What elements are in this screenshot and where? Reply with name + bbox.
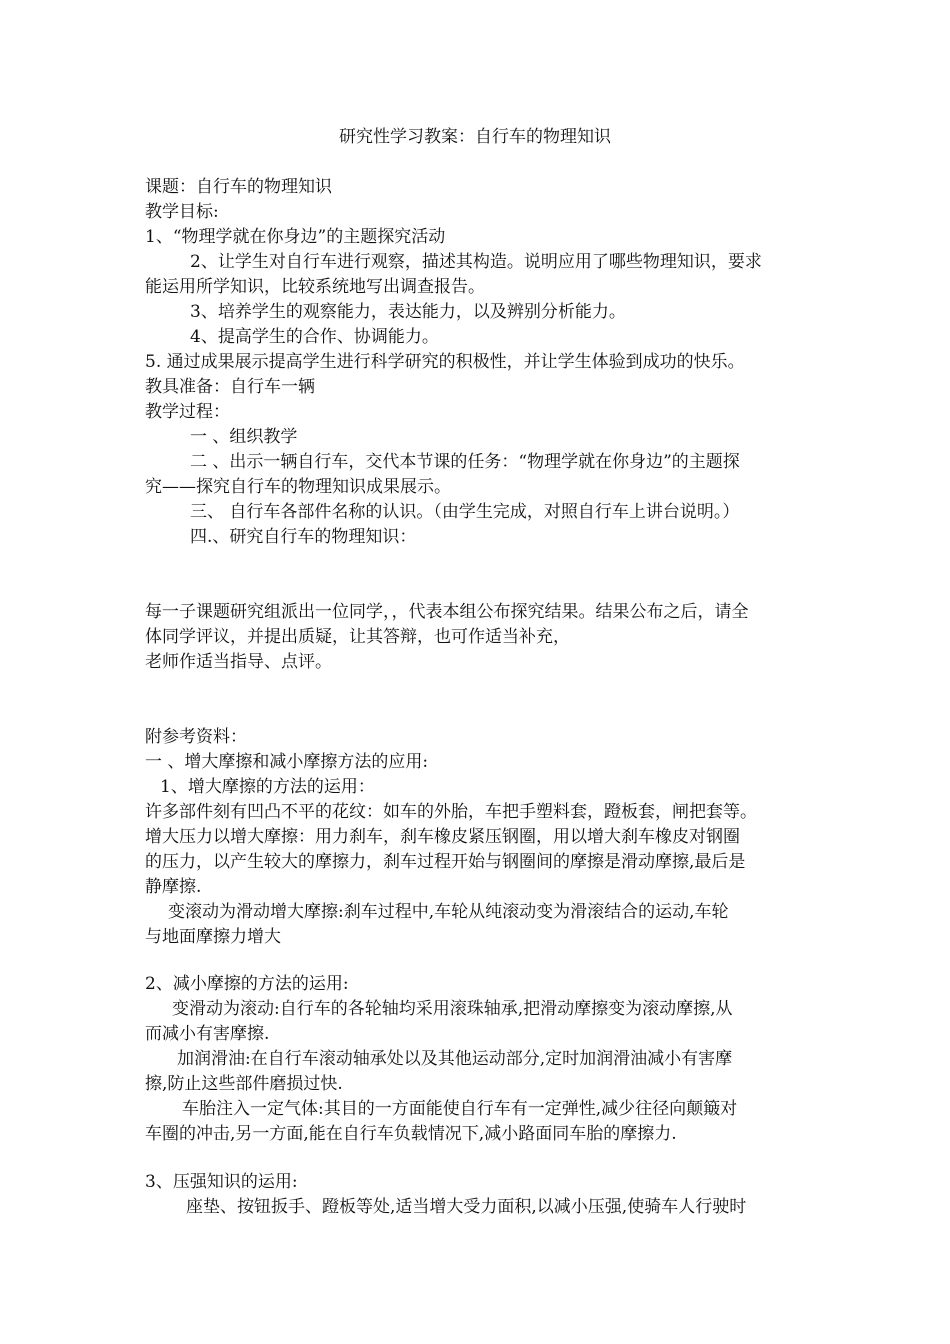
process-step-2-line-2: 究——探究自行车的物理知识成果展示。 — [145, 477, 451, 497]
topic-line: 课题：自行车的物理知识 — [145, 177, 332, 197]
goal-5: 5. 通过成果展示提高学生进行科学研究的积极性，并让学生体验到成功的快乐。 — [145, 352, 745, 372]
group-report-line-2: 体同学评议，并提出质疑，让其答辩，也可作适当补充， — [145, 627, 570, 647]
increase-friction-text-3: 的压力，以产生较大的摩擦力，刹车过程开始与钢圈间的摩擦是滑动摩擦,最后是 — [145, 852, 746, 872]
reduce-friction-text-5: 车胎注入一定气体:其目的一方面能使自行车有一定弹性,减少往径向颠簸对 — [182, 1099, 738, 1119]
reduce-friction-text-3: 加润滑油:在自行车滚动轴承处以及其他运动部分,定时加润滑油减小有害摩 — [177, 1049, 733, 1069]
process-step-2-line-1: 二 、出示一辆自行车，交代本节课的任务：“物理学就在你身边”的主题探 — [190, 452, 740, 472]
friction-section-heading: 一 、增大摩擦和减小摩擦方法的应用: — [145, 752, 429, 772]
reduce-friction-text-4: 擦,防止这些部件磨损过快. — [145, 1074, 343, 1094]
reduce-friction-text-6: 车圈的冲击,另一方面,能在自行车负载情况下,减小路面同车胎的摩擦力. — [145, 1124, 677, 1144]
reduce-friction-text-1: 变滑动为滚动:自行车的各轮轴均采用滚珠轴承,把滑动摩擦变为滚动摩擦,从 — [172, 999, 733, 1019]
goal-3: 3、培养学生的观察能力，表达能力，以及辨别分析能力。 — [190, 302, 626, 322]
process-step-4: 四.、研究自行车的物理知识： — [190, 527, 417, 547]
increase-friction-text-4: 静摩擦. — [145, 877, 202, 897]
references-heading: 附参考资料： — [145, 727, 247, 747]
goal-2-line-2: 能运用所学知识，比较系统地写出调查报告。 — [145, 277, 485, 297]
reduce-friction-text-2: 而减小有害摩擦. — [145, 1024, 270, 1044]
goal-4: 4、提高学生的合作、协调能力。 — [190, 327, 439, 347]
teacher-comment-line: 老师作适当指导、点评。 — [145, 652, 332, 672]
goals-heading: 教学目标: — [145, 202, 219, 222]
pressure-text-1: 座垫、按钮扳手、蹬板等处,适当增大受力面积,以减小压强,使骑车人行驶时 — [186, 1197, 747, 1217]
increase-friction-text-6: 与地面摩擦力增大 — [145, 927, 281, 947]
increase-friction-heading: 1、增大摩擦的方法的运用： — [160, 777, 375, 797]
increase-friction-text-5: 变滚动为滑动增大摩擦:刹车过程中,车轮从纯滚动变为滑滚结合的运动,车轮 — [168, 902, 729, 922]
reduce-friction-heading: 2、减小摩擦的方法的运用: — [145, 974, 349, 994]
goal-2-line-1: 2、让学生对自行车进行观察，描述其构造。说明应用了哪些物理知识，要求 — [190, 252, 762, 272]
increase-friction-text-1: 许多部件刻有凹凸不平的花纹：如车的外胎，车把手塑料套，蹬板套，闸把套等。 — [145, 802, 757, 822]
process-step-3: 三、 自行车各部件名称的认识。（由学生完成，对照自行车上讲台说明。） — [190, 502, 740, 522]
group-report-line-1: 每一子课题研究组派出一位同学，，代表本组公布探究结果。结果公布之后，请全 — [145, 602, 749, 622]
process-step-1: 一 、组织教学 — [190, 427, 298, 447]
process-heading: 教学过程： — [145, 402, 230, 422]
materials-line: 教具准备：自行车一辆 — [145, 377, 315, 397]
goal-1: 1、“物理学就在你身边”的主题探究活动 — [145, 227, 446, 247]
pressure-heading: 3、压强知识的运用: — [145, 1172, 298, 1192]
document-title: 研究性学习教案：自行车的物理知识 — [339, 127, 611, 147]
increase-friction-text-2: 增大压力以增大摩擦：用力刹车，刹车橡皮紧压钢圈，用以增大刹车橡皮对钢圈 — [145, 827, 740, 847]
